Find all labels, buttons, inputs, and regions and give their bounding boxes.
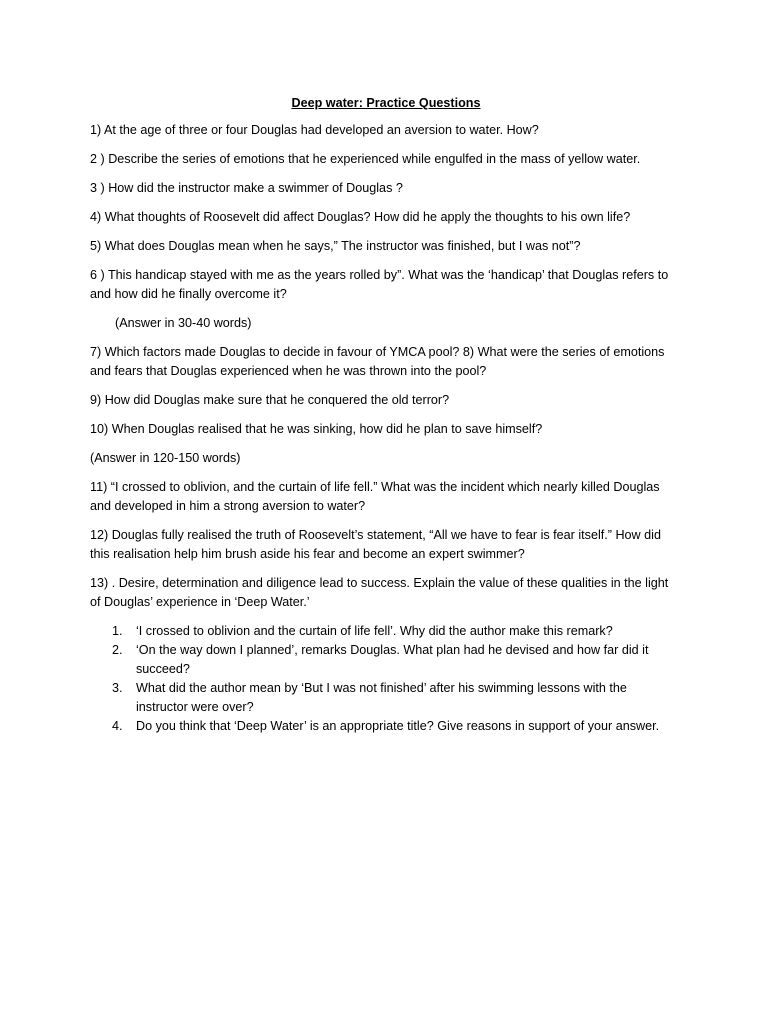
list-item-text: What did the author mean by ‘But I was not finished’ after his swimming lessons with the instructor were over? xyxy=(136,681,627,714)
document-title: Deep water: Practice Questions xyxy=(291,96,481,110)
question-7-8: 7) Which factors made Douglas to decide in favour of YMCA pool? 8) What were the series of emotions and fears that Douglas experienced when he was thrown into the pool? xyxy=(90,345,665,378)
list-item-number: 4. xyxy=(112,719,123,733)
list-item-number: 2. xyxy=(112,643,123,657)
question-3: 3 ) How did the instructor make a swimmer of Douglas ? xyxy=(90,181,403,195)
word-limit-note-long: (Answer in 120-150 words) xyxy=(90,451,241,465)
word-limit-note-short: (Answer in 30-40 words) xyxy=(115,316,252,330)
list-item xyxy=(90,679,682,717)
question-1: 1) At the age of three or four Douglas had developed an aversion to water. How? xyxy=(90,123,539,137)
list-item xyxy=(90,641,682,679)
question-6: 6 ) This handicap stayed with me as the years rolled by”. What was the ‘handicap’ that Douglas refers to and how did he finally overcome it? xyxy=(90,268,669,301)
question-10: 10) When Douglas realised that he was sinking, how did he plan to save himself? xyxy=(90,422,543,436)
list-item-text: Do you think that ‘Deep Water’ is an appropriate title? Give reasons in support of your answer. xyxy=(136,719,660,733)
question-2: 2 ) Describe the series of emotions that he experienced while engulfed in the mass of yellow water. xyxy=(90,152,641,166)
question-5: 5) What does Douglas mean when he says,” The instructor was finished, but I was not”? xyxy=(90,239,581,253)
list-item-text: ‘On the way down I planned’, remarks Douglas. What plan had he devised and how far did it succeed? xyxy=(136,643,649,676)
list-item-text: ‘I crossed to oblivion and the curtain of life fell’. Why did the author make this remark? xyxy=(136,624,613,638)
question-4: 4) What thoughts of Roosevelt did affect Douglas? How did he apply the thoughts to his own life? xyxy=(90,210,631,224)
document-body xyxy=(90,94,682,736)
list-item-number: 1. xyxy=(112,624,123,638)
question-11: 11) “I crossed to oblivion, and the curtain of life fell.” What was the incident which nearly killed Douglas and developed in him a strong aversion to water? xyxy=(90,480,660,513)
question-12: 12) Douglas fully realised the truth of Roosevelt’s statement, “All we have to fear is fear itself.” How did this realisation help him brush aside his fear and become an expert swimmer? xyxy=(90,528,661,561)
list-item xyxy=(90,622,682,641)
numbered-question-list xyxy=(90,622,682,736)
question-9: 9) How did Douglas make sure that he conquered the old terror? xyxy=(90,393,450,407)
list-item-number: 3. xyxy=(112,681,123,695)
list-item xyxy=(90,717,682,736)
question-13: 13) . Desire, determination and diligence lead to success. Explain the value of these qualities in the light of Douglas’ experience in ‘Deep Water.’ xyxy=(90,576,669,609)
